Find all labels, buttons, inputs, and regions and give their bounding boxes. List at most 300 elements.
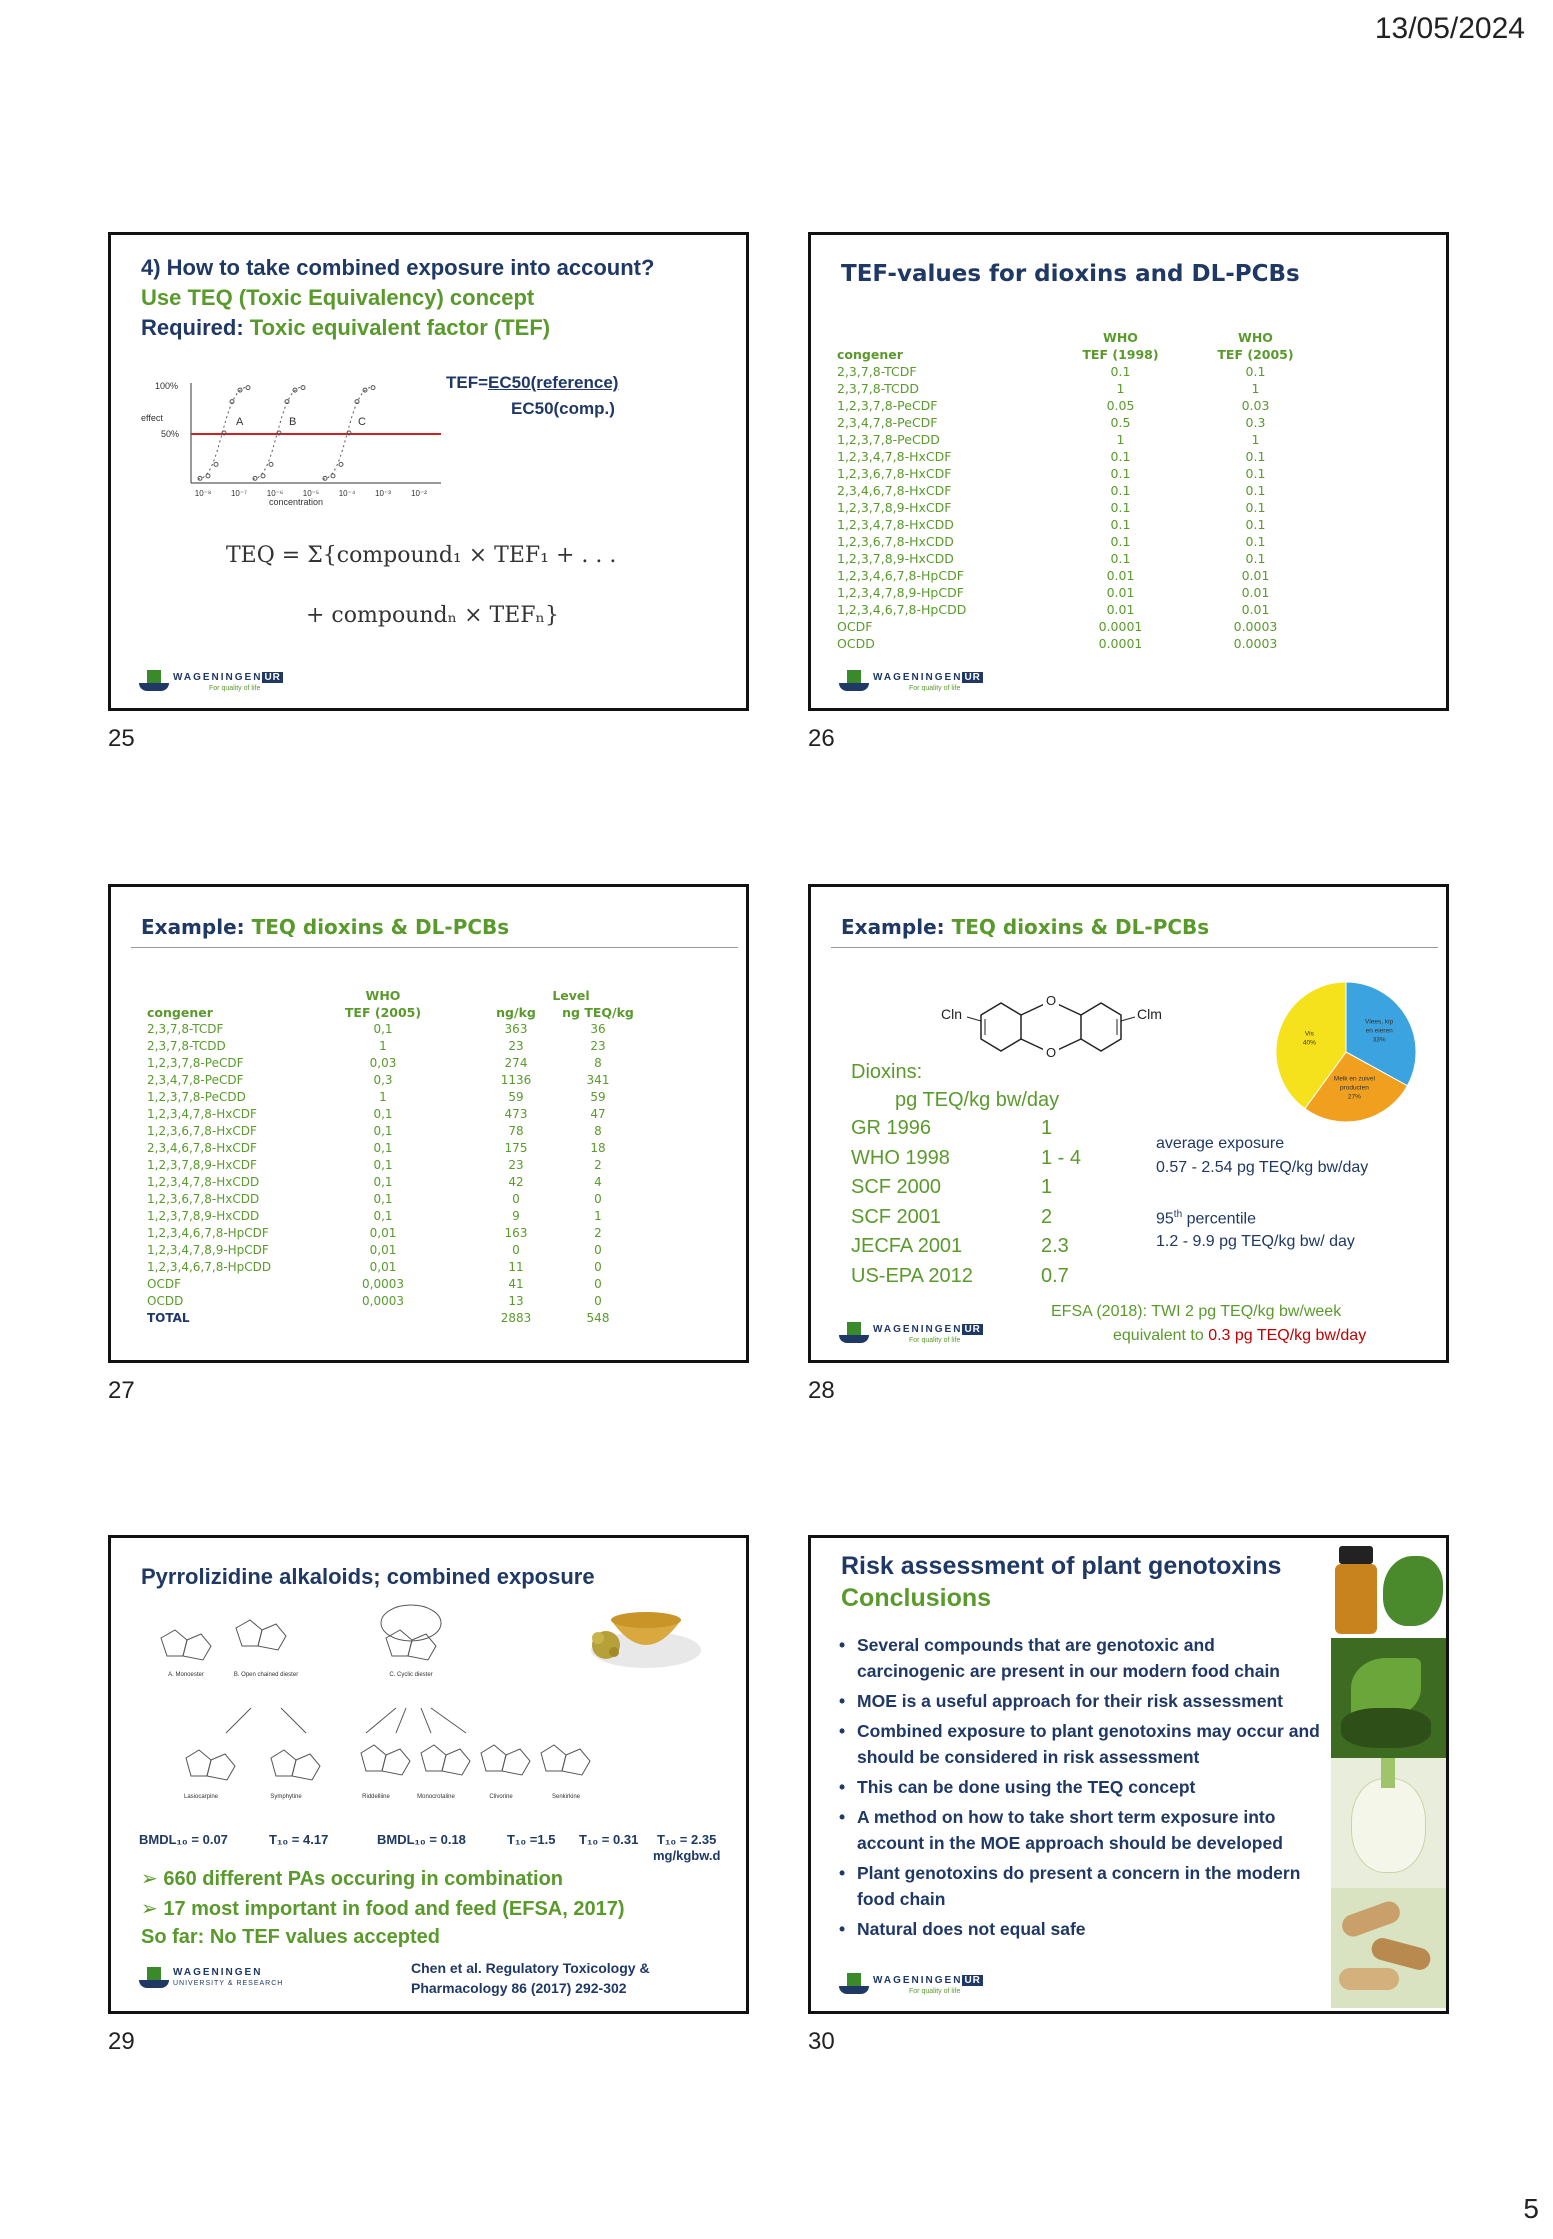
intake-source: GR 1996 [851, 1117, 932, 1139]
table-row-total [143, 1310, 643, 1327]
cell-tef-2005: 0.03 [1241, 398, 1270, 413]
cell-congener: 1,2,3,6,7,8-HxCDF [147, 1124, 257, 1138]
herbal-tea-image [576, 1590, 706, 1680]
pa-bullet-2: ➢ 17 most important in food and feed (EFSA, 2017) [141, 1898, 625, 1920]
oxygen-top: O [1045, 995, 1057, 1008]
logo-mark-icon [839, 1973, 869, 1999]
teq-example-table [143, 987, 643, 1327]
fennel-image [1331, 1758, 1446, 1888]
y-tick-50: 50% [161, 429, 180, 439]
cell-congener: 1,2,3,4,6,7,8-HpCDD [837, 602, 967, 617]
cell-ngkg: 274 [504, 1056, 528, 1070]
cell-tef-2005: 1 [1251, 381, 1260, 396]
cell-teq: 0 [594, 1277, 602, 1291]
cell-teq: 341 [586, 1073, 610, 1087]
tef-requirement: Toxic equivalent factor (TEF) [243, 315, 551, 340]
cell-tef-1998: 0.1 [1110, 364, 1131, 379]
table-row [143, 1208, 643, 1225]
x-tick-label: 10⁻⁵ [302, 489, 320, 498]
slide-25 [108, 232, 749, 711]
table-row [833, 482, 1323, 499]
cell-ngkg: 78 [508, 1124, 524, 1138]
slide-number-29: 29 [108, 2028, 135, 2055]
table-row [833, 499, 1323, 516]
list-item: • Several compounds that are genotoxic and carcinogenic are present in our modern food chain [835, 1632, 1320, 1684]
cell-tef-2005: 0.1 [1245, 483, 1266, 498]
cell-tef-1998: 0.01 [1106, 568, 1135, 583]
data-point [339, 462, 343, 466]
cell-tef-1998: 0.05 [1106, 398, 1135, 413]
cell-congener: 1,2,3,4,7,8,9-HpCDF [837, 585, 964, 600]
teq-formula-line1: TEQ = Σ{compound₁ × TEF₁ + . . . [226, 543, 617, 568]
dioxins-label: Dioxins: [851, 1061, 923, 1083]
intake-value: 2.3 [1041, 1235, 1069, 1257]
intake-source: WHO 1998 [851, 1146, 950, 1169]
cell-congener: OCDD [837, 636, 875, 651]
cell-teq: 47 [590, 1107, 606, 1121]
list-item: • MOE is a useful approach for their risk assessment [835, 1688, 1320, 1714]
intake-value: 1 [1041, 1117, 1053, 1139]
example-topic: TEQ dioxins & DL-PCBs [244, 915, 510, 939]
cell-teq: 18 [590, 1141, 606, 1155]
table-row [143, 1191, 643, 1208]
cell-congener: 1,2,3,6,7,8-HxCDD [147, 1192, 260, 1206]
cell-congener: 2,3,7,8-TCDD [837, 381, 919, 396]
logo-word: WAGENINGEN [173, 1967, 263, 1978]
cell-tef-1998: 0.5 [1110, 415, 1131, 430]
y-axis-label: effect [141, 413, 163, 423]
cell-ngkg: 1136 [500, 1073, 532, 1087]
th-tef-1998: TEF (1998) [1082, 347, 1159, 362]
table-row [833, 635, 1323, 652]
th-who-1998: WHO [1103, 330, 1138, 345]
cell-ngkg: 11 [508, 1260, 524, 1274]
list-item [851, 1176, 1111, 1206]
th-blank [143, 987, 323, 1004]
cell-ngkg: 163 [504, 1226, 528, 1240]
pie-label: Vlees, kip [1365, 1018, 1394, 1026]
logo-ur: UR [264, 672, 281, 683]
cell-ngkg: 41 [508, 1277, 524, 1291]
data-point [261, 474, 265, 478]
intake-source: JECFA 2001 [851, 1235, 963, 1257]
table-row [833, 618, 1323, 635]
cell-tef-1998: 0.1 [1110, 483, 1131, 498]
slide-number-27: 27 [108, 1377, 135, 1404]
cell-congener: 1,2,3,7,8-PeCDF [837, 398, 938, 413]
intake-value: 2 [1041, 1205, 1053, 1228]
cell-congener: 1,2,3,4,6,7,8-HpCDF [147, 1226, 269, 1240]
cell-congener: 1,2,3,4,7,8,9-HpCDF [147, 1243, 269, 1257]
dose-response-graph [141, 375, 451, 505]
wageningen-logo [139, 670, 309, 696]
th-tef-2005: TEF (2005) [344, 1005, 422, 1020]
list-item [851, 1206, 1111, 1236]
citation-line2: Pharmacology 86 (2017) 292-302 [411, 1980, 627, 1996]
cell-tef-2005: 0.0003 [1233, 636, 1278, 651]
example-topic: TEQ dioxins & DL-PCBs [944, 915, 1210, 939]
table-row [143, 1174, 643, 1191]
cell-tef-1998: 0.01 [1106, 585, 1135, 600]
table-row [833, 567, 1323, 584]
data-point [269, 462, 273, 466]
cell-tef: 0,1 [373, 1141, 393, 1155]
p95-num: 95 [1156, 1210, 1174, 1228]
conclusions-list [835, 1632, 1320, 1946]
th-who: WHO [365, 988, 401, 1003]
cell-congener: 2,3,7,8-TCDF [147, 1022, 224, 1036]
cell-tef-1998: 0.1 [1110, 466, 1131, 481]
struct-label-open-diester: B. Open chained diester [233, 1672, 299, 1678]
x-tick-label: 10⁻³ [375, 489, 391, 498]
table-row [833, 448, 1323, 465]
required-label: Required: [141, 315, 244, 340]
logo-mark-icon [839, 1322, 869, 1348]
cell-teq: 0 [594, 1294, 602, 1308]
curve-label-b: B [289, 416, 297, 428]
cell-congener: 1,2,3,4,7,8-HxCDF [147, 1107, 257, 1121]
table-row [833, 516, 1323, 533]
logo-tagline: UNIVERSITY & RESEARCH [173, 1980, 284, 1987]
plant-images-column [1331, 1538, 1446, 2014]
example-label: Example: [141, 915, 245, 939]
tef-label: TEF= [446, 373, 489, 392]
arrow-bullet-icon: ➢ [141, 1868, 164, 1890]
p95-sup: th [1173, 1209, 1183, 1220]
cell-congener: 2,3,4,7,8-PeCDF [147, 1073, 244, 1087]
cell-ngkg: 9 [512, 1209, 520, 1223]
logo-tagline: For quality of life [909, 1337, 961, 1344]
cell-tef-2005: 0.01 [1241, 568, 1270, 583]
dioxin-intake-list [851, 1117, 1111, 1294]
cell-teq: 8 [594, 1056, 602, 1070]
table-row [833, 363, 1323, 380]
data-point [331, 474, 335, 478]
x-tick-label: 10⁻⁷ [230, 489, 248, 498]
metric-t10-4: T₁₀ = 2.35 [657, 1832, 717, 1847]
x-tick-label: 10⁻⁸ [194, 489, 212, 498]
oxygen-bottom: O [1045, 1045, 1057, 1060]
logo-tagline: For quality of life [909, 685, 961, 692]
cell-congener: 1,2,3,4,6,7,8-HpCDD [147, 1260, 272, 1274]
pie-label: producten [1339, 1084, 1369, 1092]
struct-label-riddelliine: Riddelliine [362, 1794, 390, 1800]
table-row [833, 465, 1323, 482]
list-item [851, 1147, 1111, 1177]
total-label: TOTAL [147, 1311, 190, 1325]
slide-29-title: Pyrrolizidine alkaloids; combined exposure [141, 1564, 595, 1589]
curve-label-a: A [236, 416, 244, 428]
pa-metrics-row [139, 1832, 739, 1848]
curve-label-c: C [358, 416, 366, 428]
pa-sofar: So far: No TEF values accepted [141, 1926, 440, 1948]
cell-congener: 2,3,4,7,8-PeCDF [837, 415, 938, 430]
cell-tef-2005: 0.0003 [1233, 619, 1278, 634]
cell-tef: 0,1 [373, 1192, 393, 1206]
pie-label: Vis [1304, 1030, 1314, 1038]
data-point [206, 474, 210, 478]
metric-bmdl-1: BMDL₁₀ = 0.07 [139, 1832, 228, 1847]
intake-source: US-EPA 2012 [851, 1264, 973, 1287]
x-tick-label: 10⁻² [411, 489, 427, 498]
struct-label-lasiocarpine: Lasiocarpine [183, 1794, 219, 1800]
logo-ur: UR [964, 672, 981, 683]
cell-teq: 0 [594, 1260, 602, 1274]
avg-exposure-value: 0.57 - 2.54 pg TEQ/kg bw/day [1156, 1159, 1369, 1176]
slide-30-subtitle: Conclusions [841, 1584, 992, 1612]
pie-label: Melk en zuivel [1333, 1075, 1375, 1083]
cell-tef-1998: 0.1 [1110, 449, 1131, 464]
wageningen-logo [839, 1322, 1009, 1348]
cell-tef-2005: 0.1 [1245, 551, 1266, 566]
cell-tef: 0,1 [373, 1175, 393, 1189]
table-row [143, 1140, 643, 1157]
cell-tef-2005: 0.1 [1245, 466, 1266, 481]
cell-congener: 1,2,3,7,8,9-HxCDD [837, 551, 954, 566]
cell-teq: 59 [590, 1090, 606, 1104]
cell-teq: 2 [594, 1226, 602, 1240]
cell-congener: 2,3,4,6,7,8-HxCDF [837, 483, 952, 498]
logo-ur: UR [964, 1975, 981, 1986]
p95-word: percentile [1182, 1210, 1256, 1228]
cell-ngkg: 473 [504, 1107, 528, 1121]
wageningen-logo [839, 670, 1009, 696]
th-blank [833, 329, 1053, 346]
cell-tef-1998: 0.1 [1110, 517, 1131, 532]
cell-ngkg: 42 [508, 1175, 524, 1189]
data-point [301, 386, 305, 390]
intake-value: 0.7 [1041, 1264, 1069, 1287]
list-item [851, 1117, 1111, 1147]
cell-tef: 0,01 [369, 1226, 397, 1240]
basil-image [1331, 1638, 1446, 1758]
cl-right: Clm [1137, 1006, 1162, 1022]
intake-source: SCF 2001 [851, 1205, 942, 1228]
logo-mark-icon [839, 670, 869, 696]
efsa-line1: EFSA (2018): TWI 2 pg TEQ/kg bw/week [1051, 1303, 1342, 1320]
efsa-equivalent: equivalent to [1113, 1327, 1209, 1344]
cell-ngkg: 363 [504, 1022, 528, 1036]
metric-t10-1: T₁₀ = 4.17 [269, 1832, 329, 1847]
cell-congener: 1,2,3,7,8,9-HxCDF [147, 1158, 257, 1172]
cell-tef: 0,1 [373, 1158, 393, 1172]
table-row [143, 1293, 643, 1310]
logo-word: WAGENINGEN [873, 672, 963, 683]
cell-tef-1998: 0.1 [1110, 500, 1131, 515]
cell-tef-2005: 0.3 [1245, 415, 1266, 430]
slide-28-title [841, 915, 1209, 939]
cell-congener: 1,2,3,6,7,8-HxCDD [837, 534, 954, 549]
efsa-daily-value: 0.3 pg TEQ/kg bw/day [1208, 1327, 1367, 1344]
cell-tef: 0,0003 [362, 1277, 404, 1291]
cell-tef-2005: 0.1 [1245, 364, 1266, 379]
cell-teq: 8 [594, 1124, 602, 1138]
x-axis-label: concentration [268, 497, 324, 505]
slide-28 [808, 884, 1449, 1363]
header-date: 13/05/2024 [1374, 12, 1525, 45]
example-label: Example: [841, 915, 945, 939]
cell-tef: 0,01 [369, 1243, 397, 1257]
cell-ngkg: 175 [504, 1141, 528, 1155]
table-row [143, 1242, 643, 1259]
slide-30-title: Risk assessment of plant genotoxins [841, 1552, 1282, 1580]
th-congener: congener [147, 1005, 213, 1020]
cell-tef-2005: 0.1 [1245, 500, 1266, 515]
cell-congener: OCDD [147, 1294, 184, 1308]
pie-label: 27% [1347, 1093, 1361, 1101]
intake-value: 1 - 4 [1041, 1146, 1082, 1169]
data-point [246, 386, 250, 390]
slide-25-line2: Use TEQ (Toxic Equivalency) concept [141, 285, 535, 310]
struct-label-symphytine: Symphytine [270, 1794, 302, 1800]
pie-label: 33% [1372, 1036, 1386, 1044]
metric-unit: mg/kgbw.d [653, 1848, 721, 1863]
logo-ur: UR [964, 1324, 981, 1335]
capsules-image [1331, 1888, 1446, 2008]
table-row [143, 1106, 643, 1123]
table-row [143, 1038, 643, 1055]
cl-left: Cln [941, 1006, 963, 1022]
cell-tef: 0,1 [373, 1022, 393, 1036]
cell-congener: 1,2,3,4,7,8-HxCDF [837, 449, 952, 464]
data-point [371, 386, 375, 390]
cell-ngkg: 23 [508, 1158, 524, 1172]
cell-congener: 1,2,3,7,8-PeCDD [837, 432, 940, 447]
total-teq: 548 [586, 1311, 610, 1325]
page-number: 5 [1523, 2193, 1539, 2224]
list-item: • Plant genotoxins do present a concern in the modern food chain [835, 1860, 1320, 1912]
logo-tagline: For quality of life [209, 685, 261, 692]
th-who-2005: WHO [1238, 330, 1273, 345]
cell-tef-2005: 0.1 [1245, 534, 1266, 549]
cell-congener: 1,2,3,4,7,8-HxCDD [147, 1175, 260, 1189]
table-row [143, 1123, 643, 1140]
slide-number-28: 28 [808, 1377, 835, 1404]
logo-tagline: For quality of life [909, 1988, 961, 1995]
cell-tef: 0,1 [373, 1124, 393, 1138]
oil-bottle-image [1331, 1538, 1446, 1638]
slide-26-title: TEF-values for dioxins and DL-PCBs [841, 261, 1300, 287]
cell-tef: 1 [379, 1090, 387, 1104]
slide-25-line3 [141, 315, 550, 341]
data-point [198, 476, 202, 480]
table-row [833, 414, 1323, 431]
p95-value: 1.2 - 9.9 pg TEQ/kg bw/ day [1156, 1233, 1355, 1250]
table-row [833, 601, 1323, 618]
x-tick-label: 10⁻⁴ [338, 489, 356, 498]
cell-tef-1998: 1 [1116, 432, 1125, 447]
cell-congener: 1,2,3,4,6,7,8-HpCDF [837, 568, 964, 583]
wageningen-logo [139, 1967, 309, 1993]
struct-label-monoester: A. Monoester [168, 1672, 204, 1678]
th-ngteqkg: ng TEQ/kg [562, 1005, 634, 1020]
cell-teq: 2 [594, 1158, 602, 1172]
list-item [851, 1235, 1111, 1265]
cell-tef-1998: 0.01 [1106, 602, 1135, 617]
y-tick-100: 100% [155, 381, 179, 391]
slide-27 [108, 884, 749, 1363]
cell-ngkg: 23 [508, 1039, 524, 1053]
tef-numerator: EC50(reference) [488, 373, 619, 392]
list-item: • Natural does not equal safe [835, 1916, 1320, 1942]
x-tick-label: 10⁻⁶ [266, 489, 284, 498]
metric-t10-3: T₁₀ = 0.31 [579, 1832, 639, 1847]
teq-formula-line2: + compoundₙ × TEFₙ} [306, 603, 560, 628]
cell-tef-1998: 0.1 [1110, 551, 1131, 566]
p95-label [1156, 1209, 1256, 1228]
dioxin-structure [941, 995, 1201, 1075]
table-row [143, 1055, 643, 1072]
data-point [253, 476, 257, 480]
table-row [833, 431, 1323, 448]
total-ngkg: 2883 [500, 1311, 532, 1325]
cell-teq: 4 [594, 1175, 602, 1189]
list-item: • Combined exposure to plant genotoxins may occur and should be considered in risk assessment [835, 1718, 1320, 1770]
cell-teq: 1 [594, 1209, 602, 1223]
th-level: Level [552, 988, 590, 1003]
cell-tef: 0,3 [373, 1073, 393, 1087]
logo-word: WAGENINGEN [873, 1975, 963, 1986]
cell-congener: 1,2,3,4,7,8-HxCDD [837, 517, 954, 532]
table-row [833, 550, 1323, 567]
cell-congener: 2,3,4,6,7,8-HxCDF [147, 1141, 257, 1155]
cell-tef-1998: 0.0001 [1098, 619, 1143, 634]
table-row [833, 533, 1323, 550]
pie-label: en eieren [1365, 1027, 1393, 1035]
slide-26 [808, 232, 1449, 711]
intake-value: 1 [1041, 1176, 1053, 1198]
table-row [143, 1259, 643, 1276]
cell-ngkg: 0 [512, 1192, 520, 1206]
cell-tef-2005: 0.1 [1245, 517, 1266, 532]
cell-tef: 0,1 [373, 1209, 393, 1223]
th-ngkg: ng/kg [496, 1005, 536, 1020]
table-row [143, 1225, 643, 1242]
slide-29 [108, 1535, 749, 2014]
metric-bmdl-2: BMDL₁₀ = 0.18 [377, 1832, 466, 1847]
exposure-pie-chart [1271, 977, 1421, 1127]
arrow-bullet-icon: ➢ [141, 1898, 164, 1920]
cell-teq: 36 [590, 1022, 606, 1036]
table-row [143, 1157, 643, 1174]
th-congener: congener [837, 347, 903, 362]
table-row [143, 1021, 643, 1038]
cell-tef-1998: 0.0001 [1098, 636, 1143, 651]
cell-teq: 0 [594, 1243, 602, 1257]
list-item [851, 1265, 1111, 1295]
table-row [143, 1089, 643, 1106]
cell-tef-1998: 0.1 [1110, 534, 1131, 549]
cell-tef: 0,1 [373, 1107, 393, 1121]
cell-congener: 1,2,3,7,8-PeCDF [147, 1056, 244, 1070]
table-row [833, 397, 1323, 414]
logo-mark-icon [139, 1967, 169, 1993]
pie-label: 40% [1302, 1039, 1316, 1047]
cell-congener: OCDF [837, 619, 873, 634]
tef-formula [446, 373, 618, 393]
avg-exposure-label: average exposure [1156, 1135, 1285, 1152]
cell-tef-2005: 1 [1251, 432, 1260, 447]
data-point [323, 476, 327, 480]
cell-teq: 0 [594, 1192, 602, 1206]
cell-congener: 2,3,7,8-TCDF [837, 364, 917, 379]
cell-tef: 0,0003 [362, 1294, 404, 1308]
slide-30 [808, 1535, 1449, 2014]
struct-label-monocrotaline: Monocrotaline [417, 1794, 455, 1800]
cell-congener: 1,2,3,6,7,8-HxCDF [837, 466, 952, 481]
table-row [833, 584, 1323, 601]
table-row [143, 1276, 643, 1293]
